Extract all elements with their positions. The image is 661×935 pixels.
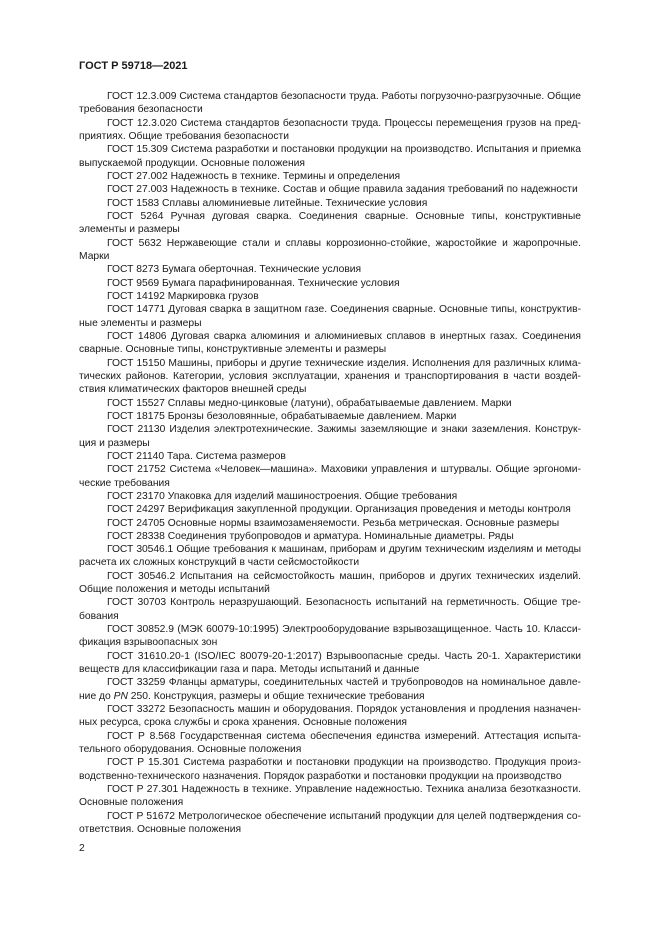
reference-line: ГОСТ 5264 Ручная дуговая сварка. Соединения сварные. Основные типы, конструктивные [107,210,581,222]
reference-entry [79,397,581,410]
reference-line: ГОСТ 31610.20-1 (ISO/IEC 80079-20-1:2017) Взрывоопасные среды. Часть 20-1. Характеристики [107,650,581,662]
reference-line: ГОСТ 28338 Соединения трубопроводов и арматура. Номинальные диаметры. Ряды [107,530,514,542]
reference-entry [79,756,581,783]
reference-line: приятиях. Общие требования безопасности [79,130,289,142]
reference-entry [79,730,581,757]
reference-entry [79,503,581,516]
reference-line: ГОСТ 27.003 Надежность в технике. Состав и общие правила задания требований по надежности [107,184,578,196]
reference-line: ГОСТ 30546.1 Общие требования к машинам, приборам и другим техническим изделиям и методы [107,544,581,556]
reference-line: ГОСТ 27.002 Надежность в технике. Термины и определения [107,170,401,182]
reference-entry [79,290,581,303]
reference-line: ГОСТ 30703 Контроль неразрушающий. Безопасность испытаний на герметичность. Общие тре- [107,597,581,609]
reference-line: ГОСТ Р 27.301 Надежность в технике. Управление надежностью. Техника анализа безотказности. [107,784,581,796]
reference-entry [79,410,581,423]
reference-line: ГОСТ 14806 Дуговая сварка алюминия и алюминиевых сплавов в инертных газах. Соединения [107,330,581,342]
reference-line: ГОСТ 21752 Система «Человек—машина». Маховики управления и штурвалы. Общие эргономи- [107,464,581,476]
reference-line: ГОСТ 24297 Верификация закупленной продукции. Организация проведения и методы контроля [107,504,571,516]
reference-line: веществ для классификации газа и пара. Методы испытаний и данные [79,664,420,676]
reference-entry [79,90,581,117]
reference-line: ГОСТ 8273 Бумага оберточная. Технические условия [107,264,362,276]
reference-line: ГОСТ Р 8.568 Государственная система обеспечения единства измерений. Аттестация испыта- [107,730,581,742]
reference-entry [79,450,581,463]
reference-line: ГОСТ 23170 Упаковка для изделий машиностроения. Общие требования [107,490,458,502]
reference-line: выпускаемой продукции. Основные положения [79,157,305,169]
reference-line: сварные. Основные типы, конструктивные элементы и размеры [79,344,387,356]
reference-line: ГОСТ 30852.9 (МЭК 60079-10:1995) Электрооборудование взрывозащищенное. Часть 10. Класси- [107,624,581,636]
page-number: 2 [79,843,85,854]
italic-text: PN [113,690,128,702]
reference-line: ГОСТ 9569 Бумага парафинированная. Технические условия [107,277,400,289]
reference-entry [79,423,581,450]
reference-line: ГОСТ 12.3.009 Система стандартов безопасности труда. Работы погрузочно-разгрузочные. Общие [107,91,581,102]
reference-line: ГОСТ 14192 Маркировка грузов [107,290,259,302]
text-segment: ние до [79,690,114,702]
reference-line: ГОСТ 33272 Безопасность машин и оборудования. Порядок установления и продления назначен- [107,704,581,716]
reference-line: ные элементы и размеры [79,317,202,329]
reference-line: ГОСТ 30546.2 Испытания на сейсмостойкость машин, приборов и других технических изделий. [107,570,581,582]
running-header: ГОСТ Р 59718—2021 [79,60,188,72]
reference-entry [79,596,581,623]
reference-line: ГОСТ 24705 Основные нормы взаимозаменяемости. Резьба метрическая. Основные размеры [107,517,560,529]
reference-entry [79,810,581,837]
reference-entry [79,143,581,170]
reference-line: тических районов. Категории, условия эксплуатации, хранения и транспортирования в части воздей- [79,370,581,382]
reference-line: ГОСТ 1583 Сплавы алюминиевые литейные. Технические условия [107,197,428,209]
reference-line: Марки [79,250,110,262]
reference-entry [79,170,581,183]
reference-line: ГОСТ Р 15.301 Система разработки и постановки продукции на производство. Продукция произ- [107,757,581,769]
reference-entry [79,357,581,397]
reference-entry [79,183,581,196]
reference-entry [79,570,581,597]
reference-entry [79,650,581,677]
reference-entry [79,210,581,237]
reference-entry [79,303,581,330]
reference-line: элементы и размеры [79,224,180,236]
reference-line: ГОСТ Р 51672 Метрологическое обеспечение испытаний продукции для целей подтверждения со- [107,810,581,822]
reference-line: ГОСТ 33259 Фланцы арматуры, соединительных частей и трубопроводов на номинальное давле- [107,677,581,689]
reference-line: ствия климатических факторов внешней среды [79,384,307,396]
reference-line: ция и размеры [79,437,150,449]
reference-entry [79,703,581,730]
reference-entry [79,517,581,530]
reference-line: тельного оборудования. Основные положения [79,744,302,756]
reference-line: ответствия. Основные положения [79,824,242,836]
reference-entry [79,330,581,357]
reference-line: водственно-технического назначения. Порядок разработки и постановки продукции на производство [79,770,562,782]
reference-entry [79,277,581,290]
reference-entry [79,623,581,650]
reference-line: расчета их сложных конструкций в части сейсмостойкости [79,557,360,569]
reference-entry [79,490,581,503]
reference-line: фикация взрывоопасных зон [79,637,218,649]
reference-line: ческие требования [79,477,170,489]
reference-line: ГОСТ 12.3.020 Система стандартов безопасности труда. Процессы перемещения грузов на пред- [107,117,581,129]
reference-line: ГОСТ 21140 Тара. Система размеров [107,450,286,462]
reference-line: требования безопасности [79,104,203,116]
reference-line: ГОСТ 15150 Машины, приборы и другие технические изделия. Исполнения для различных клима- [107,357,581,369]
text-segment: 250. Конструкция, размеры и общие технические требования [127,690,425,702]
reference-line: бования [79,610,119,622]
reference-line: ГОСТ 5632 Нержавеющие стали и сплавы коррозионно-стойкие, жаростойкие и жаропрочные. [107,237,581,249]
reference-entry [79,543,581,570]
reference-entry [79,117,581,144]
reference-line: ных ресурса, срока службы и срока хранения. Основные положения [79,717,407,729]
reference-entry [79,237,581,264]
references-list [79,90,581,836]
reference-line: Основные положения [79,797,184,809]
reference-line: ГОСТ 15.309 Система разработки и постановки продукции на производство. Испытания и приемка [107,144,581,156]
reference-line: ГОСТ 18175 Бронзы безоловянные, обрабатываемые давлением. Марки [107,410,457,422]
reference-line [79,690,581,703]
reference-line: ГОСТ 14771 Дуговая сварка в защитном газе. Соединения сварные. Основные типы, конструктив- [107,304,581,316]
reference-line: ГОСТ 21130 Изделия электротехнические. Зажимы заземляющие и знаки заземления. Конструк- [107,424,581,436]
reference-entry [79,530,581,543]
reference-line: ГОСТ 15527 Сплавы медно-цинковые (латуни), обрабатываемые давлением. Марки [107,397,512,409]
reference-entry [79,197,581,210]
reference-entry [79,263,581,276]
reference-line: Общие положения и методы испытаний [79,584,270,596]
reference-entry [79,783,581,810]
reference-entry [79,463,581,490]
reference-entry [79,676,581,703]
